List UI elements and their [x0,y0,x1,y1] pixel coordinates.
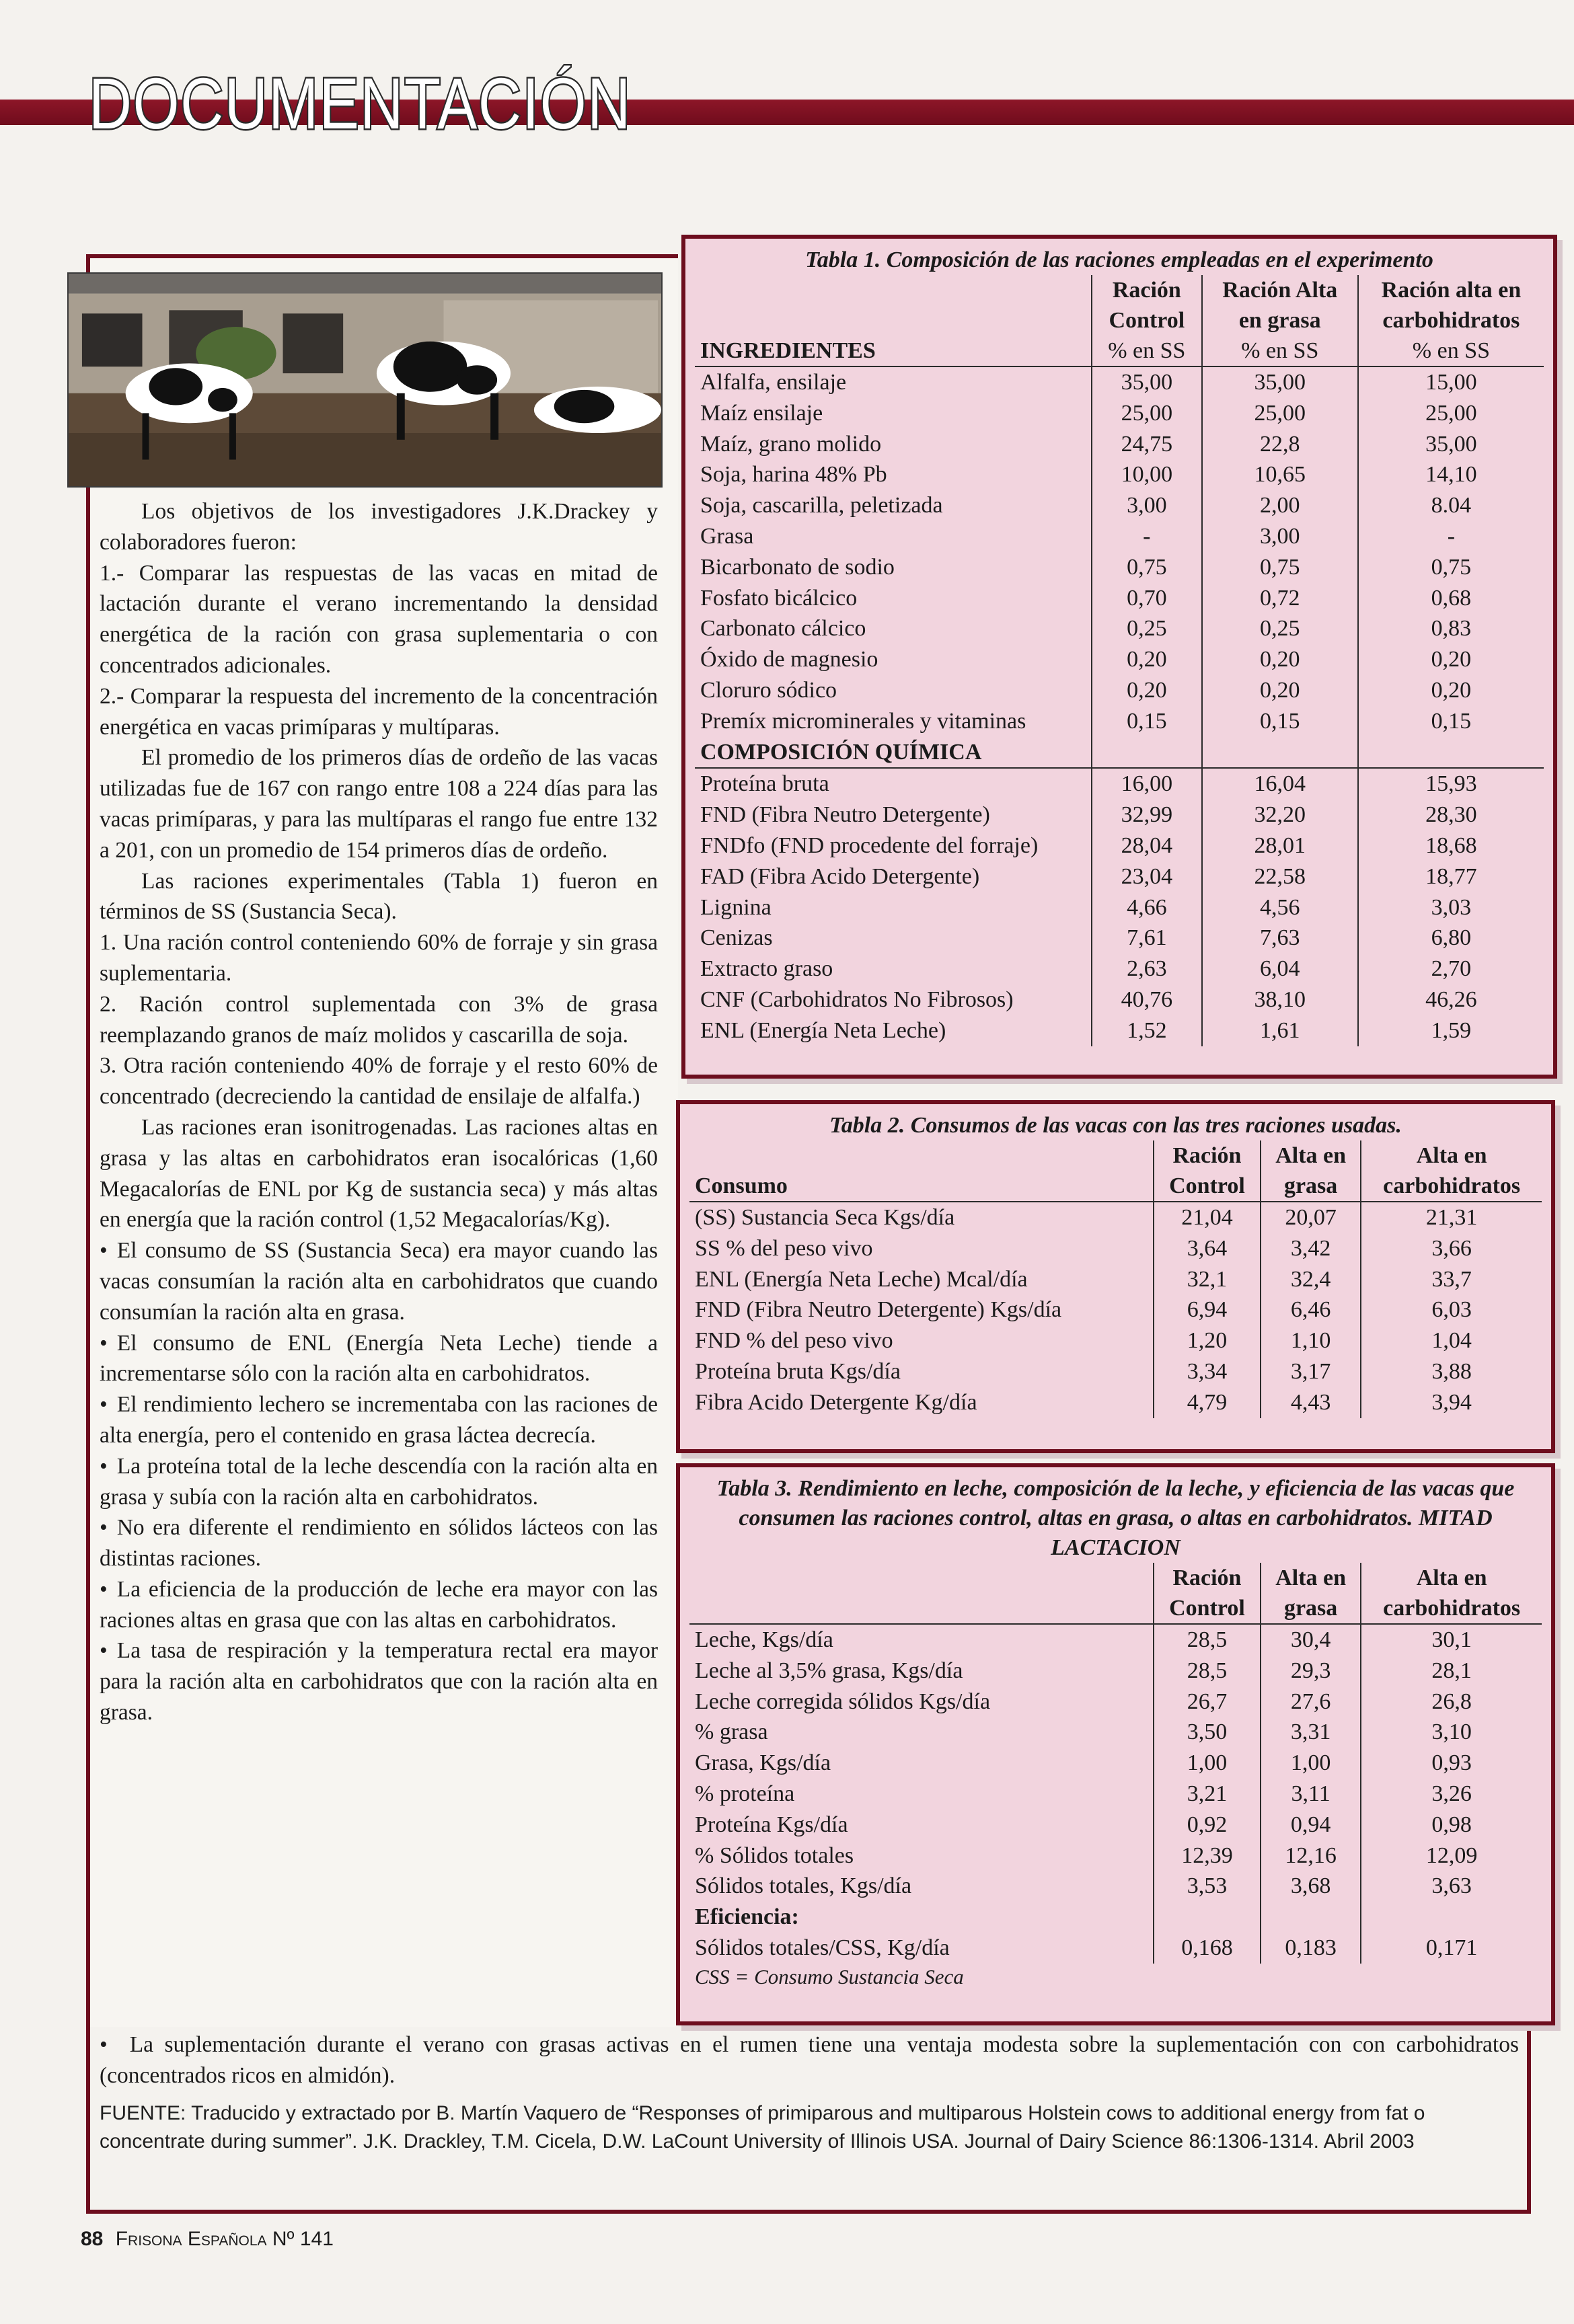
row-value: 0,75 [1092,552,1202,583]
row-value: 21,04 [1154,1202,1261,1233]
row-label: Proteína bruta Kgs/día [695,1358,901,1384]
row-label: CNF (Carbohidratos No Fibrosos) [700,986,1014,1012]
table-1-header-control: Ración Control % en SS [1092,275,1202,366]
row-value: 28,5 [1154,1656,1261,1687]
table-1-section-row: COMPOSICIÓN QUÍMICA [695,737,1544,769]
row-value: 8.04 [1358,490,1544,521]
table-row [695,768,1544,800]
table-row [695,954,1544,984]
bullet-icon: • [100,2032,108,2057]
row-value: 30,1 [1361,1624,1542,1656]
table-row [689,1748,1542,1779]
row-label: SS % del peso vivo [695,1235,873,1261]
table-row [689,1810,1542,1841]
article-paragraph: Las raciones experimentales (Tabla 1) fueron en términos de SS (Sustancia Seca). [100,868,658,925]
row-value: 24,75 [1092,429,1202,460]
row-value: 16,04 [1202,768,1358,800]
row-value: 1,04 [1361,1325,1542,1356]
table-3-header-high-fat: Alta en grasa [1261,1563,1361,1624]
row-value: 16,00 [1092,768,1202,800]
row-label: Fosfato bicálcico [700,585,858,611]
row-value: 0,20 [1358,644,1544,675]
row-value: 6,03 [1361,1294,1542,1325]
table-row [695,644,1544,675]
row-label: % proteína [695,1781,795,1806]
table-1-header-high-fat: Ración Alta en grasa % en SS [1202,275,1358,366]
row-value: 3,63 [1361,1871,1542,1902]
row-value: 3,00 [1092,490,1202,521]
row-value: 29,3 [1261,1656,1361,1687]
row-label: Bicarbonato de sodio [700,554,895,580]
table-row [689,1356,1542,1387]
row-value: 7,61 [1092,923,1202,954]
row-value: 28,1 [1361,1656,1542,1687]
table-3-caption: Tabla 3. Rendimiento en leche, composición de la leche, y eficiencia de las vacas que consumen las raciones control, altas en grasa, o altas en carbohidratos. MITAD LACTACION [716,1476,1515,1560]
table-row [689,1871,1542,1902]
row-value: 3,64 [1154,1233,1261,1264]
row-value: 3,34 [1154,1356,1261,1387]
row-label: FND (Fibra Neutro Detergente) Kgs/día [695,1297,1062,1323]
row-value: 0,183 [1261,1933,1361,1964]
row-value: 35,00 [1092,366,1202,398]
section-title: DOCUMENTACIÓN [89,63,632,144]
row-value: 0,70 [1092,583,1202,614]
row-value: 3,66 [1361,1233,1542,1264]
table-1-grid [695,275,1544,1046]
row-label: % Sólidos totales [695,1843,854,1868]
table-2-header-high-fat: Alta en grasa [1261,1140,1361,1202]
table-row [695,521,1544,552]
row-value: 12,16 [1261,1841,1361,1871]
row-value: 1,00 [1154,1748,1261,1779]
table-row [695,923,1544,954]
article-paragraph: El promedio de los primeros días de ordeño de las vacas utilizadas fue de 167 con rango entre 108 a 224 días para las vacas primíparas, y para las multíparas el rango fue entre 132 a 201, con un promedio de 154 primeros días de ordeño. [100,745,658,863]
row-value: 0,20 [1202,644,1358,675]
table-3 [676,1463,1555,2025]
row-value: 25,00 [1202,398,1358,429]
row-value: 15,93 [1358,768,1544,800]
table-1-header-ingredients: INGREDIENTES [695,275,1092,366]
row-label: FNDfo (FND procedente del forraje) [700,832,1039,858]
row-value: 3,10 [1361,1717,1542,1748]
table-2-header-consumo: Consumo [689,1140,1154,1202]
publication-name: Frisona Española Nº 141 [115,2228,334,2250]
row-value: 35,00 [1358,429,1544,460]
row-label: (SS) Sustancia Seca Kgs/día [695,1205,955,1230]
article-paragraph: 2. Ración control suplementada con 3% de grasa reemplazando granos de maíz molidos y cascarilla de soja. [100,991,658,1048]
row-value: 3,00 [1202,521,1358,552]
table-row [689,1233,1542,1264]
article-paragraph: • El rendimiento lechero se incrementaba con las raciones de alta energía, pero el contenido en grasa láctea decrecía. [100,1389,658,1451]
table-row [689,1933,1542,1964]
cows-photo-icon [69,274,661,486]
row-value: 3,26 [1361,1779,1542,1810]
row-value: 0,20 [1358,675,1544,706]
row-label: Óxido de magnesio [700,647,878,672]
table-row [695,429,1544,460]
row-value: 3,50 [1154,1717,1261,1748]
row-label: FAD (Fibra Acido Detergente) [700,863,980,889]
row-value: 0,20 [1092,675,1202,706]
table-row [695,1015,1544,1046]
table-2-header-high-carb: Alta en carbohidratos [1361,1140,1542,1202]
row-value: 28,5 [1154,1624,1261,1656]
row-value: 10,65 [1202,459,1358,490]
table-1 [681,235,1557,1079]
row-value: 3,21 [1154,1779,1261,1810]
row-label: Leche al 3,5% grasa, Kgs/día [695,1658,963,1683]
row-label: Lignina [700,894,772,920]
row-label: Carbonato cálcico [700,616,866,642]
row-value: 28,30 [1358,800,1544,830]
row-value: 35,00 [1202,366,1358,398]
table-row [695,552,1544,583]
row-label: Grasa, Kgs/día [695,1750,831,1776]
article-paragraph: 2.- Comparar la respuesta del incremento de la concentración energética en vacas primíparas y multíparas. [100,683,658,740]
row-label: Leche, Kgs/día [695,1627,833,1652]
table-row [695,490,1544,521]
table-3-header-control: Ración Control [1154,1563,1261,1624]
row-value: 0,93 [1361,1748,1542,1779]
row-value: - [1092,521,1202,552]
source-credit: FUENTE: Traducido y extractado por B. Martín Vaquero de “Responses of primiparous and multiparous Holstein cows to additional energy from fat o concentrate during summer”. J.K. Drackley, T.M. Cicela, D.W. LaCount University of Illinois USA. Journal of Dairy Science 86:1306-1314. Abril 2003 [100,2102,1425,2153]
table-2-header-control: Ración Control [1154,1140,1261,1202]
table-row [695,613,1544,644]
row-value: 0,83 [1358,613,1544,644]
row-value: 0,15 [1358,706,1544,737]
table-3-header-high-carb: Alta en carbohidratos [1361,1563,1542,1624]
row-value: 32,20 [1202,800,1358,830]
table-1-caption: Tabla 1. Composición de las raciones empleadas en el experimento [805,247,1433,272]
row-value: 25,00 [1092,398,1202,429]
row-value: 10,00 [1092,459,1202,490]
table-row [695,398,1544,429]
page-number: 88 [81,2228,104,2250]
row-value: 18,68 [1358,830,1544,861]
row-value: 28,04 [1092,830,1202,861]
row-value: 0,15 [1202,706,1358,737]
row-value: 1,10 [1261,1325,1361,1356]
row-label: Alfalfa, ensilaje [700,370,847,395]
row-value: 28,01 [1202,830,1358,861]
row-value: 2,63 [1092,954,1202,984]
article-paragraph: • El consumo de SS (Sustancia Seca) era mayor cuando las vacas consumían la ración alta en carbohidratos que cuando consumían la ración alta en grasa. [100,1235,658,1327]
row-value: 6,94 [1154,1294,1261,1325]
row-value: 46,26 [1358,984,1544,1015]
row-value: 32,99 [1092,800,1202,830]
table-row [689,1264,1542,1295]
row-value: 0,20 [1202,675,1358,706]
row-label: FND (Fibra Neutro Detergente) [700,802,990,828]
row-label: % grasa [695,1719,768,1745]
row-value: 4,43 [1261,1387,1361,1418]
row-label: Extracto graso [700,956,833,982]
row-value: 0,25 [1202,613,1358,644]
row-value: 0,75 [1202,552,1358,583]
row-value: 3,17 [1261,1356,1361,1387]
table-row [689,1325,1542,1356]
article-body [100,496,658,1728]
row-value: 30,4 [1261,1624,1361,1656]
row-label: ENL (Energía Neta Leche) Mcal/día [695,1266,1028,1292]
row-value: 15,00 [1358,366,1544,398]
article-paragraph: 1.- Comparar las respuestas de las vacas en mitad de lactación durante el verano incrementando la densidad energética de la ración con grasa suplementaria o con concentrados adicionales. [100,560,658,678]
row-value: 3,94 [1361,1387,1542,1418]
row-value: 3,88 [1361,1356,1542,1387]
row-label: Grasa [700,523,754,549]
row-value: 23,04 [1092,861,1202,892]
table-row [695,583,1544,614]
table-row [689,1656,1542,1687]
row-value: 3,11 [1261,1779,1361,1810]
row-value: 1,20 [1154,1325,1261,1356]
row-value: 3,31 [1261,1717,1361,1748]
article-paragraph: • El consumo de ENL (Energía Neta Leche) tiende a incrementarse sólo con la ración alta en carbohidratos. [100,1328,658,1390]
article-paragraph: 3. Otra ración conteniendo 40% de forraje y el resto 60% de concentrado (decreciendo la cantidad de ensilaje de alfalfa.) [100,1053,658,1110]
row-value: 0,72 [1202,583,1358,614]
row-value: 3,42 [1261,1233,1361,1264]
article-paragraph: Los objetivos de los investigadores J.K.Drackey y colaboradores fueron: [100,499,658,555]
table-row [689,1717,1542,1748]
table-row [689,1687,1542,1717]
row-value: 1,59 [1358,1015,1544,1046]
row-value: 1,52 [1092,1015,1202,1046]
table-row [695,800,1544,830]
row-value: 0,94 [1261,1810,1361,1841]
row-label: Sólidos totales/CSS, Kg/día [695,1935,950,1960]
table-row [695,830,1544,861]
article-paragraph: • No era diferente el rendimiento en sólidos lácteos con las distintas raciones. [100,1512,658,1574]
article-paragraph: • La proteína total de la leche descendía con la ración alta en grasa y subía con la ración alta en carbohidratos. [100,1451,658,1513]
row-value: 32,1 [1154,1264,1261,1295]
row-value: 33,7 [1361,1264,1542,1295]
table-row [695,366,1544,398]
table-row [695,675,1544,706]
cows-photo [67,272,663,488]
article-paragraph: • La tasa de respiración y la temperatura rectal era mayor para la ración alta en carbohidratos que con la ración alta en grasa. [100,1635,658,1728]
row-label: Cenizas [700,925,773,951]
row-value: 3,68 [1261,1871,1361,1902]
row-value: 12,09 [1361,1841,1542,1871]
row-value: 26,7 [1154,1687,1261,1717]
table-2 [676,1100,1555,1453]
row-value: 0,98 [1361,1810,1542,1841]
row-value: 38,10 [1202,984,1358,1015]
row-value: 6,80 [1358,923,1544,954]
table-row [689,1294,1542,1325]
row-value: 1,00 [1261,1748,1361,1779]
row-value: 7,63 [1202,923,1358,954]
row-value: 22,8 [1202,429,1358,460]
table-3-header-blank [689,1563,1154,1624]
row-value: 27,6 [1261,1687,1361,1717]
table-row [695,892,1544,923]
table-2-caption: Tabla 2. Consumos de las vacas con las tres raciones usadas. [829,1113,1402,1138]
table-2-grid [689,1140,1542,1418]
row-value: 0,168 [1154,1933,1261,1964]
row-label: Proteína Kgs/día [695,1812,848,1837]
row-value: 3,53 [1154,1871,1261,1902]
row-value: 1,61 [1202,1015,1358,1046]
row-value: 4,66 [1092,892,1202,923]
table-row [689,1387,1542,1418]
row-value: 0,15 [1092,706,1202,737]
row-label: Soja, cascarilla, peletizada [700,493,943,518]
row-label: Maíz ensilaje [700,400,823,426]
table-row [695,459,1544,490]
row-label: FND % del peso vivo [695,1328,893,1354]
row-value: 40,76 [1092,984,1202,1015]
row-value: 32,4 [1261,1264,1361,1295]
row-value: 6,04 [1202,954,1358,984]
row-value: 21,31 [1361,1202,1542,1233]
row-value: 2,70 [1358,954,1544,984]
row-value: 0,25 [1092,613,1202,644]
table-row [695,984,1544,1015]
table-3-grid [689,1563,1542,1964]
article-paragraph: • La eficiencia de la producción de leche era mayor con las raciones altas en grasa que con las altas en carbohidratos. [100,1574,658,1636]
row-value: 6,46 [1261,1294,1361,1325]
row-label: Fibra Acido Detergente Kg/día [695,1389,977,1415]
row-label: Sólidos totales, Kgs/día [695,1873,912,1899]
table-row [689,1202,1542,1233]
row-label: Maíz, grano molido [700,431,882,457]
row-value: 2,00 [1202,490,1358,521]
row-value: 18,77 [1358,861,1544,892]
table-row [689,1624,1542,1656]
table-row [695,706,1544,737]
row-value: - [1358,521,1544,552]
row-value: 0,68 [1358,583,1544,614]
row-value: 4,56 [1202,892,1358,923]
last-bullet: • La suplementación durante el verano con grasas activas en el rumen tiene una ventaja modesta sobre la suplementación con con carbohidratos (concentrados ricos en almidón). [100,2032,1520,2088]
row-value: 4,79 [1154,1387,1261,1418]
table-3-section-row: Eficiencia: [689,1902,1542,1933]
table-3-footnote: CSS = Consumo Sustancia Seca [695,1964,964,1988]
table-1-header-high-carb: Ración alta en carbohidratos % en SS [1358,275,1544,366]
row-value: 3,03 [1358,892,1544,923]
row-value: 14,10 [1358,459,1544,490]
table-row [695,861,1544,892]
row-value: 0,171 [1361,1933,1542,1964]
row-label: Soja, harina 48% Pb [700,462,887,488]
row-label: ENL (Energía Neta Leche) [700,1017,946,1043]
row-label: Proteína bruta [700,771,829,797]
row-label: Premíx microminerales y vitaminas [700,708,1026,734]
row-value: 20,07 [1261,1202,1361,1233]
row-value: 26,8 [1361,1687,1542,1717]
table-row [689,1779,1542,1810]
row-label: Cloruro sódico [700,677,837,703]
article-paragraph: 1. Una ración control conteniendo 60% de forraje y sin grasa suplementaria. [100,930,658,986]
row-value: 22,58 [1202,861,1358,892]
article-paragraph: Las raciones eran isonitrogenadas. Las raciones altas en grasa y las altas en carbohidratos eran isocalóricas (1,60 Megacalorías de ENL por Kg de sustancia seca) y más altas en energía que la ración control (1,52 Megacalorías/Kg). [100,1114,658,1233]
page-footer [81,2228,334,2251]
row-label: Leche corregida sólidos Kgs/día [695,1689,991,1714]
row-value: 0,75 [1358,552,1544,583]
row-value: 12,39 [1154,1841,1261,1871]
table-row [689,1841,1542,1871]
row-value: 0,92 [1154,1810,1261,1841]
row-value: 25,00 [1358,398,1544,429]
row-value: 0,20 [1092,644,1202,675]
